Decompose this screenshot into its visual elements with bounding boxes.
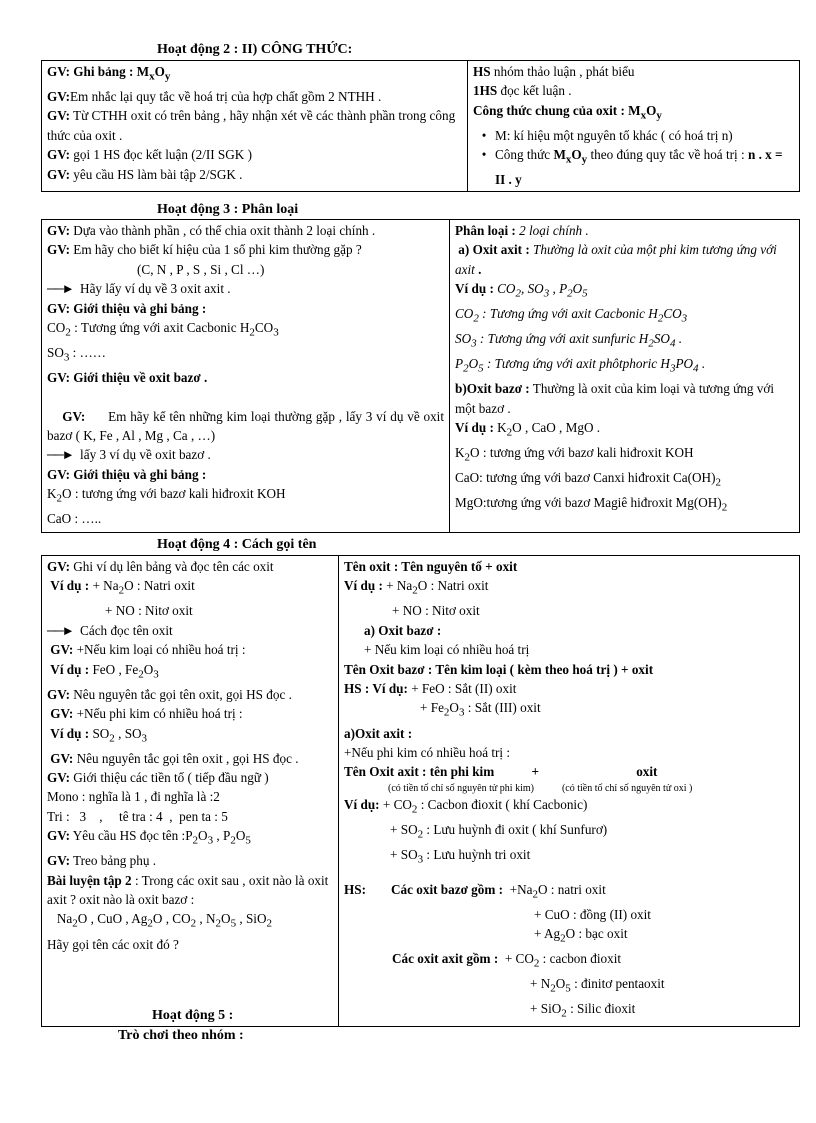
act3-left-line: CaO : …..	[47, 511, 102, 527]
arrow-right-icon: ──►	[47, 281, 73, 297]
act2-left-line: GV: gọi 1 HS đọc kết luận (2/II SGK )	[47, 147, 253, 163]
act4-left-line: Ví dụ : + $Na_2O$ : Natri oxit	[50, 578, 195, 598]
act2-left-cell	[42, 61, 468, 192]
act3-right-line: $K_2O$ : tương ứng với bazơ kali hiđroxit KOH	[455, 445, 694, 464]
act4-table	[41, 555, 800, 1027]
act4-left-line: Tri : 3 , tê tra : 4 , pen ta : 5	[47, 808, 228, 824]
act3-right-cell	[450, 220, 800, 533]
act4-right-line: Tên oxit : Tên nguyên tố + oxit	[344, 559, 518, 574]
act3-right-line: b)Oxit bazơ : Thường là oxit của kim loại và tương ứng với một bazơ .	[455, 381, 775, 416]
act3-left-line: ──► Hãy lấy ví dụ về 3 oxit axit .	[47, 279, 444, 298]
act4-right-line: + $SO_2$ : Lưu huỳnh đi oxit ( khí Sunfurơ)	[390, 821, 608, 841]
act4-right-line: + SiO$_2$ : Silic đioxit	[530, 1001, 636, 1021]
act4-left-line: $Na_2O$ , CuO , $Ag_2O$ , $CO_2$ , $N_2O_5$ , SiO$_2$	[47, 911, 272, 931]
act4-right-line: Tên Oxit axit : tên phi kim + oxit	[344, 764, 658, 780]
act4-left-line: GV: Yêu cầu HS đọc tên $:P_2O_3$ , $P_2O_5$	[47, 828, 251, 847]
act4-right-line: Ví dụ: + $CO_2$ : Cacbon đioxit ( khí Cacbonic)	[344, 796, 588, 816]
act3-right-line: a) Oxit axit : Thường là oxit của một phi kim tương ứng với axit .	[455, 242, 777, 277]
act4-left-cell	[42, 556, 339, 1027]
act3-right-line: MgO:tương ứng với bazơ Magiê hiđroxit $Mg(OH)_2$	[455, 495, 728, 514]
act4-right-line: Ví dụ : + $Na_2O$ : Natri oxit	[344, 578, 489, 598]
act3-left-line: GV: Giới thiệu về oxit bazơ .	[47, 370, 208, 386]
act4-left-line: Hãy gọi tên các oxit đó ?	[47, 936, 179, 952]
act4-left-line: + NO : Nitơ oxit	[105, 603, 193, 619]
act4-left-line: Mono : nghĩa là 1 , đi nghĩa là :2	[47, 789, 220, 805]
act3-right-line: $P_2O_5$ : Tương ứng với axit phôtphoric $H_3PO_4$ .	[455, 356, 706, 375]
act3-heading: Hoạt động 3 : Phân loại	[157, 202, 299, 217]
act4-right-cell	[339, 556, 800, 1027]
act3-right-line: Ví dụ : $CO_2$, $SO_3$ , $P_2O_5$	[455, 281, 588, 300]
act4-right-line: +Nếu phi kim có nhiều hoá trị :	[344, 744, 511, 760]
act2-table	[41, 60, 800, 192]
act4-right-line: + Nếu kim loại có nhiều hoá trị	[364, 642, 530, 658]
act4-right-line: a)Oxit axit :	[344, 725, 413, 741]
act2-left-line: GV: Từ CTHH oxit có trên bảng , hãy nhận xét về các thành phần trong công thức của oxit .	[47, 108, 456, 143]
act2-right-line: Công thức chung của oxit : $M_xO_y$	[473, 102, 662, 122]
act4-left-line: Ví dụ : FeO , $Fe_2O_3$	[50, 661, 159, 681]
act4-left-line: GV: +Nếu phi kim có nhiều hoá trị :	[50, 706, 243, 722]
act2-right-line: 1HS đọc kết luận .	[473, 83, 572, 99]
act4-right-line: (có tiền tố chỉ số nguyên tử phi kim) (có tiền tố chỉ số nguyên tử oxi )	[388, 782, 693, 794]
act4-left-line: GV: Giới thiệu các tiền tố ( tiếp đầu ngữ )	[47, 769, 269, 785]
act4-right-line: Các oxit axit gồm : + $CO_2$ : cacbon đioxit	[392, 951, 622, 971]
act4-right-line: HS : Ví dụ: + FeO : Sắt (II) oxit	[344, 681, 517, 697]
act3-left-cell	[42, 220, 450, 533]
act3-left-line: $K_2O$ : tương ứng với bazơ kali hiđroxit KOH	[47, 486, 286, 505]
act3-right-line: $CO_2$ : Tương ứng với axit Cacbonic $H_2CO_3$	[455, 306, 688, 325]
act2-left-line: GV: yêu cầu HS làm bài tập 2/SGK .	[47, 166, 243, 182]
act3-left-line: GV: Em hãy kể tên những kim loại thường gặp , lấy 3 ví dụ về oxit bazơ ( K, Fe , Al , Mg , Ca , …)	[47, 408, 444, 443]
act3-right-line: Phân loại : 2 loại chính .	[455, 223, 589, 238]
act4-right-line: + $Fe_2O_3$ : Sắt (III) oxit	[420, 700, 541, 720]
act5-heading: Hoạt động 5 :	[152, 1008, 234, 1023]
act2-right-line: • M: kí hiệu một nguyên tố khác ( có hoá trị n)	[481, 127, 733, 143]
act2-heading: Hoạt động 2 : II) CÔNG THỨC:	[157, 42, 353, 57]
act3-left-line: GV: Giới thiệu và ghi bảng :	[47, 466, 207, 482]
act3-left-line: ──► lấy 3 ví dụ về oxit bazơ .	[47, 445, 444, 464]
act2-right-line: HS nhóm thảo luận , phát biểu	[473, 64, 635, 79]
act2-left-line: GV: Ghi bảng : $M_xO_y$	[47, 64, 171, 83]
act4-left-line: GV: Nêu nguyên tắc gọi tên oxit, gọi HS đọc .	[47, 686, 292, 702]
act5-subheading: Trò chơi theo nhóm :	[118, 1028, 244, 1043]
act4-right-line: + NO : Nitơ oxit	[392, 603, 480, 619]
act4-left-line: GV: Treo bảng phụ .	[47, 853, 157, 869]
act4-left-line: GV: +Nếu kim loại có nhiều hoá trị :	[50, 642, 246, 658]
act4-left-line: Bài luyện tập 2 : Trong các oxit sau , oxit nào là oxit axit ? oxit nào là oxit bazơ :	[47, 872, 329, 908]
act3-left-line: GV: Giới thiệu và ghi bảng :	[47, 300, 207, 316]
arrow-right-icon: ──►	[47, 447, 73, 463]
act2-right-line: • Công thức $M_xO_y$ theo đúng quy tắc về hoá trị : n . x = II . y	[481, 147, 783, 188]
act3-left-line: GV: Dựa vào thành phần , có thể chia oxit thành 2 loại chính .	[47, 223, 376, 238]
act3-right-line: CaO: tương ứng với bazơ Canxi hiđroxit $Ca(OH)_2$	[455, 470, 721, 489]
act4-left-line: GV: Nêu nguyên tắc gọi tên oxit , gọi HS đọc .	[50, 750, 299, 766]
act4-right-line: Tên Oxit bazơ : Tên kim loại ( kèm theo hoá trị ) + oxit	[344, 661, 654, 677]
act3-table	[41, 219, 800, 533]
act3-left-line: (C, N , P , S , Si , Cl …)	[137, 261, 265, 277]
act4-right-line: HS: Các oxit bazơ gồm : $+Na_2O$ : natri oxit	[344, 881, 606, 901]
act4-heading: Hoạt động 4 : Cách gọi tên	[157, 537, 317, 552]
act3-left-line: $SO_3$ : ……	[47, 345, 106, 364]
act3-left-line: $CO_2$ : Tương ứng với axit Cacbonic $H_2CO_3$	[47, 320, 279, 339]
act4-right-line: + $N_2O_5$ : đinitơ pentaoxit	[530, 976, 665, 996]
act3-right-line: Ví dụ : $K_2O$ , CaO , MgO .	[455, 420, 601, 439]
act4-right-line: + CuO : đồng (II) oxit	[534, 906, 651, 922]
act2-left-line: GV:Em nhắc lại quy tắc về hoá trị của hợp chất gồm 2 NTHH .	[47, 89, 382, 105]
act4-right-line: + $Ag_2O$ : bạc oxit	[534, 926, 628, 945]
act3-left-line: GV: Em hãy cho biết kí hiệu của 1 số phi kim thường gặp ?	[47, 242, 362, 258]
act4-left-line: ──► Cách đọc tên oxit	[47, 621, 333, 640]
act3-right-line: $SO_3$ : Tương ứng với axit sunfuric $H_2SO_4$ .	[455, 331, 683, 350]
act4-right-line: + $SO_3$ : Lưu huỳnh tri oxit	[390, 846, 531, 866]
arrow-right-icon: ──►	[47, 622, 73, 638]
act2-right-cell	[468, 61, 800, 192]
act4-left-line: Ví dụ : $SO_2$ , $SO_3$	[50, 725, 148, 745]
act4-right-line: a) Oxit bazơ :	[364, 622, 442, 638]
act4-left-line: GV: Ghi ví dụ lên bảng và đọc tên các oxit	[47, 559, 274, 574]
